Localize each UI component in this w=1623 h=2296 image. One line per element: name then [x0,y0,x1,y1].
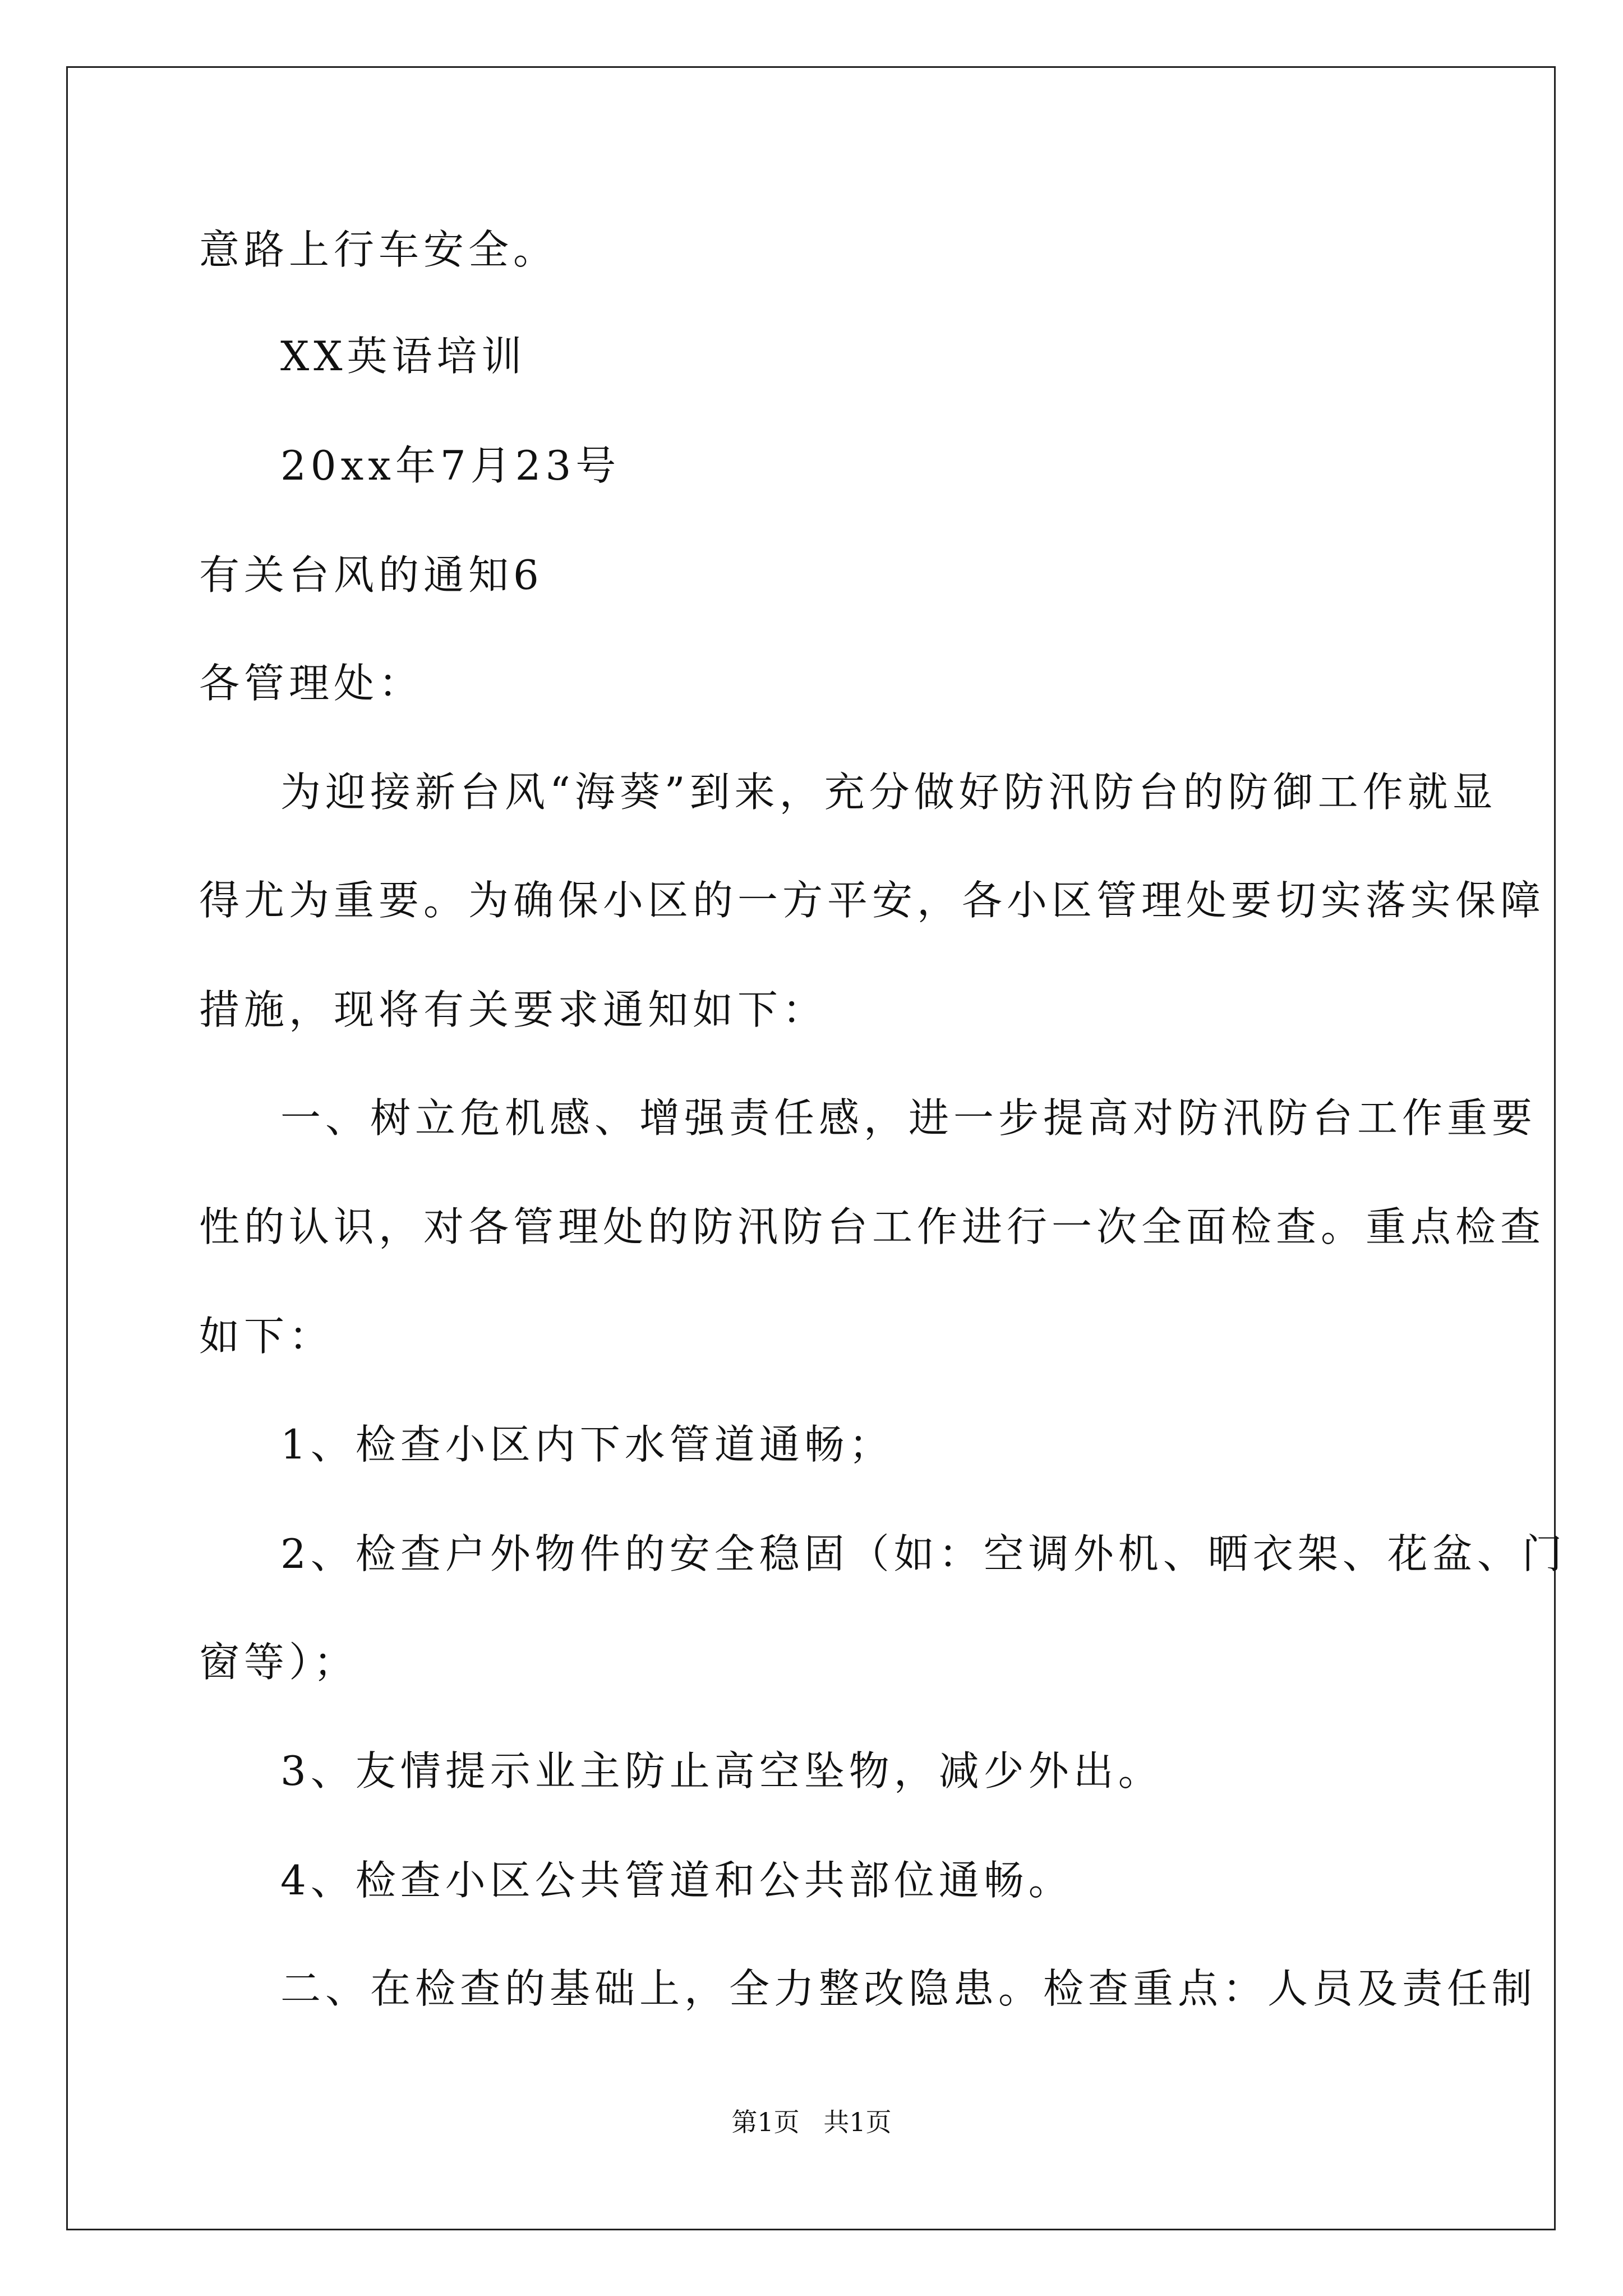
paragraph-line: 一、树立危机感、增强责任感，进一步提高对防汛防台工作重要 [280,1094,1537,1142]
paragraph-line: 性的认识，对各管理处的防汛防台工作进行一次全面检查。重点检查 [199,1203,1546,1250]
list-item-continuation: 窗等）； [199,1639,359,1686]
notice-title: 有关台风的通知6 [199,551,543,599]
paragraph-line: 措施，现将有关要求通知如下： [199,986,828,1033]
list-item: 3、友情提示业主防止高空坠物，减少外出。 [280,1747,1163,1795]
list-item: 2、检查户外物件的安全稳固（如：空调外机、晒衣架、花盆、门 [280,1530,1567,1577]
signature-org: XX英语培训 [280,333,527,380]
page-footer [0,2105,1623,2139]
page-frame [66,66,1567,2230]
paragraph-line: 如下： [199,1313,334,1360]
list-item: 1、检查小区内下水管道通畅； [280,1421,894,1468]
page-total: 共1页 [823,2107,892,2137]
paragraph-line: 为迎接新台风“海葵”到来，充分做好防汛防台的防御工作就显 [280,769,1497,816]
paragraph-line: 得尤为重要。为确保小区的一方平安，各小区管理处要切实落实保障 [199,877,1546,924]
page-number: 第1页 [731,2107,800,2137]
paragraph-line: 二、在检查的基础上，全力整改隐患。检查重点：人员及责任制 [280,1965,1537,2012]
text-line: 意路上行车安全。 [199,226,559,273]
list-item: 4、检查小区公共管道和公共部位通畅。 [280,1857,1073,1904]
signature-date: 20xx年7月23号 [280,442,621,489]
salutation: 各管理处： [199,660,424,707]
